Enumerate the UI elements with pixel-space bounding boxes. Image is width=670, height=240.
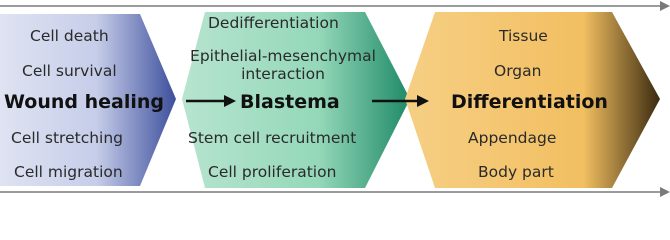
wound-item-cell-stretching: Cell stretching — [11, 129, 124, 147]
differentiation-item-organ: Organ — [494, 62, 542, 80]
blastema-item-epithelial-mesenchymal: Epithelial-mesenchymal interaction — [190, 47, 376, 83]
wound-item-cell-survival: Cell survival — [22, 62, 117, 80]
blastema-item-dedifferentiation: Dedifferentiation — [208, 14, 339, 32]
differentiation-item-body-part: Body part — [478, 163, 554, 181]
blastema-item-stem-cell-recruitment: Stem cell recruitment — [188, 129, 357, 147]
blastema-item-cell-proliferation: Cell proliferation — [208, 163, 337, 181]
wound-item-cell-migration: Cell migration — [14, 163, 123, 181]
differentiation-item-tissue: Tissue — [499, 27, 548, 45]
differentiation-title: Differentiation — [451, 91, 608, 113]
bottom-timeline-arrow — [0, 187, 670, 197]
top-timeline-arrow — [0, 1, 670, 11]
blastema-title: Blastema — [240, 91, 340, 113]
differentiation-item-appendage: Appendage — [468, 129, 557, 147]
wound-healing-title: Wound healing — [4, 91, 164, 113]
wound-item-cell-death: Cell death — [30, 27, 109, 45]
